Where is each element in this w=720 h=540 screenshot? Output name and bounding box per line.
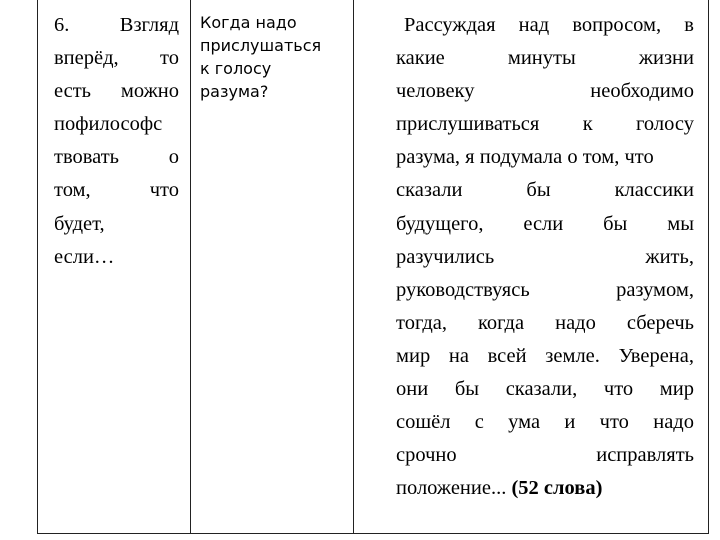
topic-text-word: Взгляд <box>119 14 179 36</box>
topic-text-word: том, <box>54 179 91 202</box>
answer-text-word: надо <box>555 311 596 334</box>
topic-text-line <box>54 174 179 207</box>
topic-text-line <box>54 141 179 174</box>
answer-text-word: классики <box>614 179 694 202</box>
answer-text-line <box>396 307 694 340</box>
question-line: разума? <box>200 82 269 101</box>
topic-text-word: если… <box>54 245 115 268</box>
question-line: прислушаться <box>200 36 322 55</box>
answer-text-word: что <box>599 411 629 434</box>
answer-text-word: мир <box>659 378 694 401</box>
topic-text-line <box>54 9 179 42</box>
answer-text-line <box>396 439 694 472</box>
topic-text-word: будет, <box>54 212 105 235</box>
answer-text-word: разумом, <box>616 278 694 301</box>
topic-text-line <box>54 241 179 274</box>
answer-text-word: тогда, <box>396 311 447 334</box>
answer-text-line <box>396 9 694 42</box>
answer-text-line <box>396 108 694 141</box>
word-count: (52 слова) <box>511 477 603 500</box>
answer-text-line <box>396 174 694 207</box>
answer-text-line <box>396 373 694 406</box>
answer-text-word: исправлять <box>596 444 694 467</box>
answer-text-word: если <box>523 212 564 235</box>
answer-text-word: мы <box>667 212 694 235</box>
answer-text-word: жизни <box>638 47 694 70</box>
topic-text-word: есть <box>54 80 92 103</box>
answer-text-word: какие <box>396 47 445 70</box>
answer-text-word: когда <box>478 311 525 334</box>
answer-text-line <box>396 406 694 439</box>
topic-text-word: о <box>168 146 179 169</box>
answer-text-line <box>396 75 694 108</box>
answer-text-word: Уверена, <box>618 344 694 367</box>
answer-text-word: голосу <box>636 113 694 136</box>
answer-text-word: бы <box>526 179 551 202</box>
answer-text-word: к <box>582 113 593 136</box>
answer-text-word: что <box>603 378 634 401</box>
answer-text-line <box>396 42 694 75</box>
question-cell <box>200 11 350 103</box>
answer-text-word: положение... <box>396 477 507 500</box>
answer-text-word: сошёл <box>396 411 451 434</box>
answer-text-word: в <box>684 14 694 36</box>
topic-text-line <box>54 108 179 141</box>
topic-text-word: можно <box>120 80 179 103</box>
topic-text-word: твовать <box>54 146 120 169</box>
topic-text-line <box>54 208 179 241</box>
answer-text-line <box>396 472 694 505</box>
topic-text-line <box>54 75 179 108</box>
answer-text-word: на <box>448 344 469 367</box>
column-divider-2 <box>353 0 354 534</box>
answer-text-word: сказали <box>396 179 463 202</box>
answer-text-word: Рассуждая <box>404 14 496 36</box>
answer-text-line <box>396 208 694 241</box>
answer-text-word: сказали, <box>505 378 578 401</box>
answer-text-word: человеку <box>396 80 475 103</box>
answer-cell <box>396 9 694 505</box>
answer-text-word: прислушиваться <box>396 113 540 136</box>
answer-text-word: бы <box>603 212 628 235</box>
topic-text-word: что <box>149 179 179 202</box>
answer-text-word: земле. <box>545 344 600 367</box>
answer-text-word: надо <box>653 411 694 434</box>
answer-text-line <box>396 141 694 174</box>
answer-text-word: и <box>564 411 576 434</box>
answer-text-word: руководствуясь <box>396 278 530 301</box>
answer-text-word: будущего, <box>396 212 484 235</box>
topic-text-word: вперёд, <box>54 47 119 70</box>
answer-text-word: сберечь <box>626 311 694 334</box>
topic-text-word: 6. <box>54 14 70 36</box>
answer-text-line <box>396 241 694 274</box>
answer-text-word: с <box>474 411 484 434</box>
answer-text-word: разучились <box>396 245 495 268</box>
answer-text-word: жить, <box>645 245 694 268</box>
answer-text-word: мир <box>396 344 431 367</box>
topic-text-word: то <box>160 47 179 70</box>
topic-cell <box>54 9 179 274</box>
topic-text-word: пофилософс <box>54 113 163 136</box>
answer-text-word: минуты <box>507 47 576 70</box>
topic-text-line <box>54 42 179 75</box>
answer-text-word: всей <box>487 344 527 367</box>
question-line: Когда надо <box>200 13 297 32</box>
answer-text-line <box>396 274 694 307</box>
answer-text-line <box>396 340 694 373</box>
answer-text-word: ума <box>508 411 541 434</box>
answer-text-word: вопросом, <box>572 14 662 36</box>
answer-text-word: разума, я подумала о том, что <box>396 146 654 169</box>
answer-text-word: срочно <box>396 444 457 467</box>
answer-text-word: бы <box>454 378 480 401</box>
question-line: к голосу <box>200 59 272 78</box>
answer-text-word: они <box>396 378 429 401</box>
column-divider-1 <box>190 0 191 534</box>
answer-text-word: необходимо <box>590 80 694 103</box>
answer-text-word: над <box>518 14 550 36</box>
